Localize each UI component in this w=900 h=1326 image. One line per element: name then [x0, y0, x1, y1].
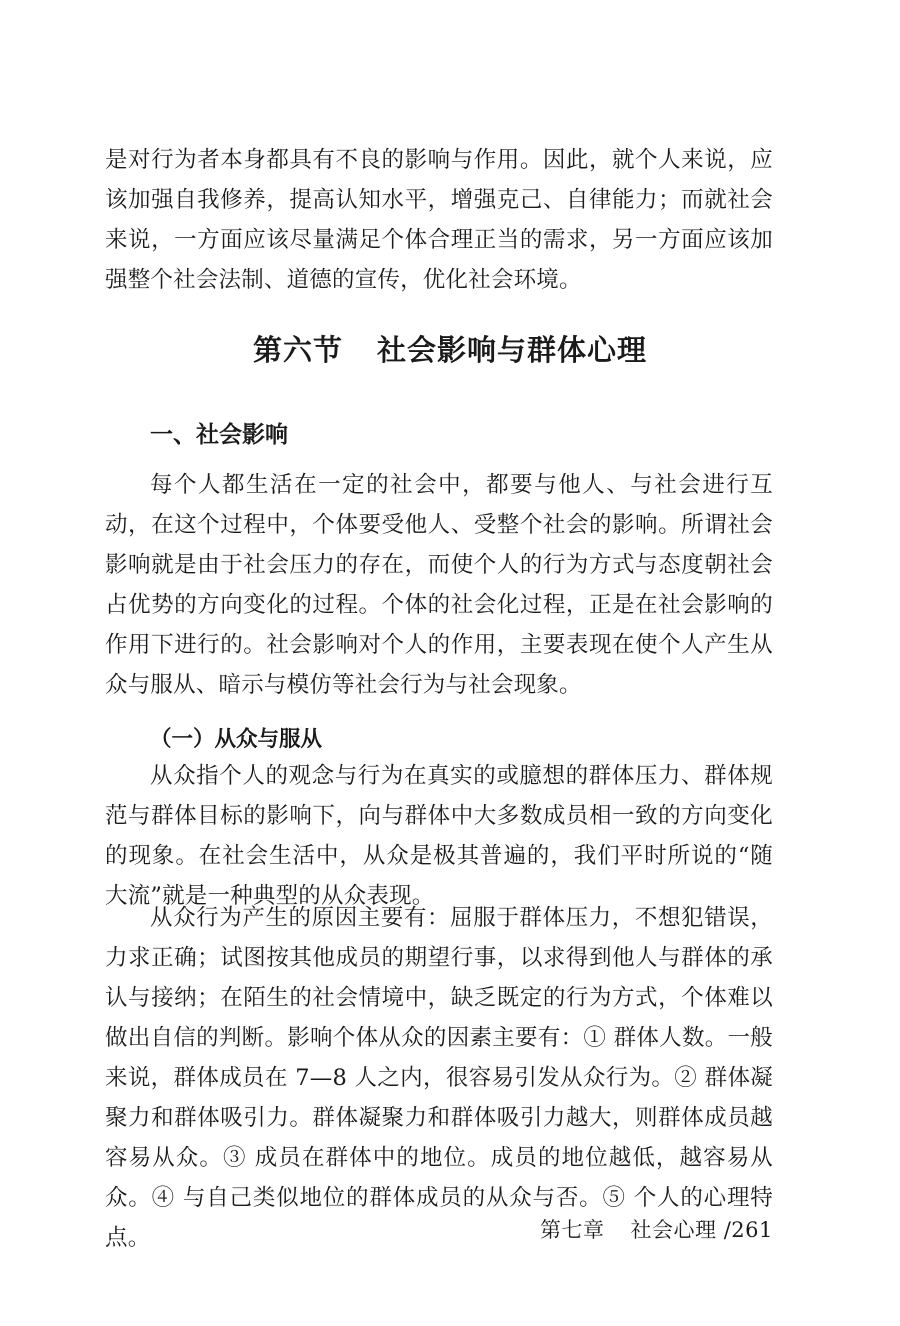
section-name: 社会影响与群体心理	[377, 333, 648, 367]
page-footer	[540, 1214, 773, 1244]
subheading-conformity-obedience: （一）从众与服从	[150, 727, 323, 752]
section-number: 第六节	[252, 333, 343, 367]
footer-title: 社会心理	[630, 1218, 717, 1242]
top-paragraph: 是对行为者本身都具有不良的影响与作用。因此，就个人来说，应该加强自我修养，提高认知水平，增强克己、自律能力；而就社会来说，一方面应该尽量满足个体合理正当的需求，另一方面应该加强整个社会法制、道德的宣传，优化社会环境。	[105, 147, 773, 293]
paragraph-social-influence: 每个人都生活在一定的社会中，都要与他人、与社会进行互动，在这个过程中，个体要受他人、受整个社会的影响。所谓社会影响就是由于社会压力的存在，而使个人的行为方式与态度朝社会占优势的方向变化的过程。个体的社会化过程，正是在社会影响的作用下进行的。社会影响对个人的作用，主要表现在使个人产生从众与服从、暗示与模仿等社会行为与社会现象。	[105, 472, 773, 698]
footer-chapter: 第七章	[540, 1218, 605, 1242]
heading-social-influence: 一、社会影响	[150, 422, 288, 448]
paragraph-conformity-causes: 从众行为产生的原因主要有：屈服于群体压力，不想犯错误，力求正确；试图按其他成员的期望行事，以求得到他人与群体的承认与接纳；在陌生的社会情境中，缺乏既定的行为方式，个体难以做出自信的判断。影响个体从众的因素主要有：① 群体人数。一般来说，群体成员在 7—8 人之内，很容易引发从众行为。② 群体凝聚力和群体吸引力。群体凝聚力和群体吸引力越大，则群体成员越容易从众。③ 成员在群体中的地位。成员的地位越低，越容易从众。④ 与自己类似地位的群体成员的从众与否。⑤ 个人的心理特点。	[105, 905, 773, 1251]
page-number: /261	[723, 1218, 773, 1242]
paragraph-conformity-definition: 从众指个人的观念与行为在真实的或臆想的群体压力、群体规范与群体目标的影响下，向与群体中大多数成员相一致的方向变化的现象。在社会生活中，从众是极其普遍的，我们平时所说的“随大流”就是一种典型的从众表现。	[105, 763, 773, 909]
section-title	[0, 328, 900, 369]
